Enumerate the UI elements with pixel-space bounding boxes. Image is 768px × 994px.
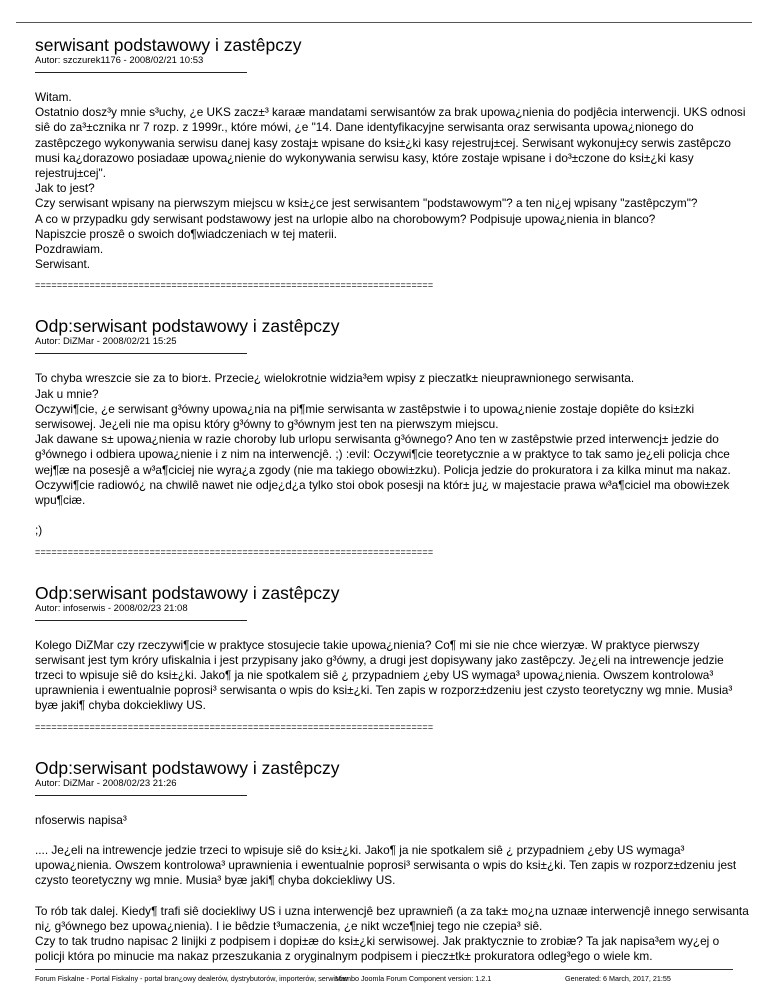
post-title: Odp:serwisant podstawowy i zastêpczy: [35, 757, 340, 778]
post-paragraph: ;): [35, 523, 43, 538]
meta-rule: [35, 72, 247, 73]
post-meta: Autor: szczurek1176 - 2008/02/21 10:53: [35, 55, 204, 66]
post-separator: =========================================================================: [35, 546, 434, 557]
post-paragraph: Witam. Ostatnio dosz³y mnie s³uchy, ¿e UKS zacz±³ karaæ mandatami serwisantów za brak upowa¿nienia do podjêcia interwencji. UKS odnosi siê do za³±cznika nr 7 rozp. z 1999r., które mówi, ¿e "14. Dane identyfikacyjne serwisanta oraz serwisanta upowa¿nionego do zastêpczego wykonywania serwisu danej kasy zostaj± wpisane do ksi±¿ki kasy rejestruj±cej. Serwisant wykonuj±cy serwis zastêpczo musi ka¿dorazowo posiadaæ upowa¿nienie do wykonywania serwisu kasy, które zostaje wpisane i do³±czone do ksi±¿ki kasy rejestruj±cej". Jak to jest? Czy serwisant wpisany na pierwszym miejscu w ksi±¿ce jest serwisantem "podstawowym"? a ten ni¿ej wpisany "zastêpczym"? A co w przypadku gdy serwisant podstawowy jest na urlopie albo na chorobowym? Podpisuje upowa¿nienia in blanco? Napiszcie proszê o swoich do¶wiadczeniach w tej materii. Pozdrawiam. Serwisant.: [35, 90, 746, 272]
footer-generated-date: Generated: 6 March, 2017, 21:55: [565, 974, 671, 983]
post-title: Odp:serwisant podstawowy i zastêpczy: [35, 582, 340, 603]
post-separator: =========================================================================: [35, 721, 434, 732]
post: [35, 759, 750, 965]
meta-rule: [35, 795, 247, 796]
post-body: [35, 638, 750, 714]
post-body: [35, 90, 750, 272]
post-list: [35, 36, 750, 965]
post-body: [35, 371, 750, 538]
footer-component-version: Mambo Joomla Forum Component version: 1.2.1: [335, 974, 492, 983]
meta-rule: [35, 620, 247, 621]
post-body: [35, 813, 750, 965]
post-meta: Autor: DiZMar - 2008/02/21 15:25: [35, 336, 177, 348]
post-meta: Autor: DiZMar - 2008/02/23 21:26: [35, 777, 177, 789]
post-title: Odp:serwisant podstawowy i zastêpczy: [35, 316, 340, 337]
post-paragraph: To chyba wreszcie sie za to bior±. Przecie¿ wielokrotnie widzia³em wpisy z pieczatk± nieuprawnionego serwisanta. Jak u mnie? Oczywi¶cie, ¿e serwisant g³ówny upowa¿nia na pi¶mie serwisanta w zastêpstwie i to upowa¿nienie zostaje dopiête do ksi±zki serwisowej. Je¿eli nie ma opisu który g³ówny to g³ównym jest ten na pierwszym miejscu. Jak dawane s± upowa¿nienia w razie choroby lub urlopu serwisanta g³ównego? Ano ten w zastêpstwie przed interwencj± jedzie do g³ównego i odbiera upowa¿nienie i z nim na interwencjê. ;) :evil: Oczywi¶cie teoretycznie a w praktyce to tak samo je¿eli policja chce wej¶æ na posesjê a w³a¶ciciej nie wyra¿a zgody (nie ma takiego obowi±zku). Policja jedzie do prokuratora i za kilka minut ma nakaz. Oczywi¶cie radiowó¿ na chwilê nawet nie odje¿d¿a tylko stoi obok posesji na któr± ju¿ w majestacie prawa w³a¶ciciel ma obowi±zek wpu¶ciæ.: [35, 371, 731, 508]
footer-rule: [35, 969, 733, 970]
post: [35, 36, 750, 290]
post-meta: Autor: infoserwis - 2008/02/23 21:08: [35, 602, 188, 614]
post-paragraph: To rób tak dalej. Kiedy¶ trafi siê dociekliwy US i uzna interwencjê bez uprawnieñ (a za tak± mo¿na uznaæ interwencjê innego serwisanta ni¿ g³ównego bez upowa¿nienia). I ie bêdzie t³umaczenia, ¿e nikt wcze¶niej tego nie czepia³ siê. Czy to tak trudno napisac 2 linijki z podpisem i dopi±æ do ksi±¿ki serwisowej. Jak praktycznie to zrobiæ? Ta jak napisa³em wy¿ej o policji która po minucie ma nakaz przeszukania z oryginalnym podpisem i piecz±tk± prokuratora odleg³ego o wiele km.: [35, 903, 749, 964]
meta-rule: [35, 353, 247, 354]
post: [35, 584, 750, 732]
quote-author: nfoserwis napisa³: [35, 812, 127, 827]
top-rule: [16, 22, 752, 23]
post-separator: =========================================================================: [35, 280, 434, 291]
post-title: serwisant podstawowy i zastêpczy: [35, 35, 302, 55]
post-paragraph: Kolego DiZMar czy rzeczywi¶cie w praktyce stosujecie takie upowa¿nienia? Co¶ mi sie nie chce wierzyæ. W praktyce pierwszy serwisant jest tym króry ufiskalnia i jest przypisany jako g³ówny, a drugi jest dopisywany jako zastêpczy. Je¿eli na intrewencje jedzie trzeci to wpisuje siê do ksi±¿ki. Jako¶ ja nie spotkalem siê ¿ przypadniem ¿eby US wymaga³ upowa¿nienia. Owszem kontrolowa³ uprawnienia i ewentualnie poprosi³ serwisanta o wpis do ksi±¿ki. Ten zapis w rozporz±dzeniu jest czysto teoretyczny wg mnie. Musia³ byæ jaki¶ chyba dokciekliwy US.: [35, 637, 733, 713]
footer-site-name: Forum Fiskalne - Portal Fiskalny - portal bran¿owy dealerów, dystrybutorów, importerów, serwisów: [35, 974, 348, 983]
quote-text: .... Je¿eli na intrewencje jedzie trzeci to wpisuje siê do ksi±¿ki. Jako¶ ja nie spotkalem siê ¿ przypadniem ¿eby US wymaga³ upowa¿nienia. Owszem kontrolowa³ uprawnienia i ewentualnie poprosi³ serwisanta o wpis do ksi±¿ki. Ten zapis w rozporz±dzeniu jest czysto teoretyczny wg mnie. Musia³ byæ jaki¶ chyba dokciekliwy US.: [35, 843, 737, 888]
post: [35, 317, 750, 556]
